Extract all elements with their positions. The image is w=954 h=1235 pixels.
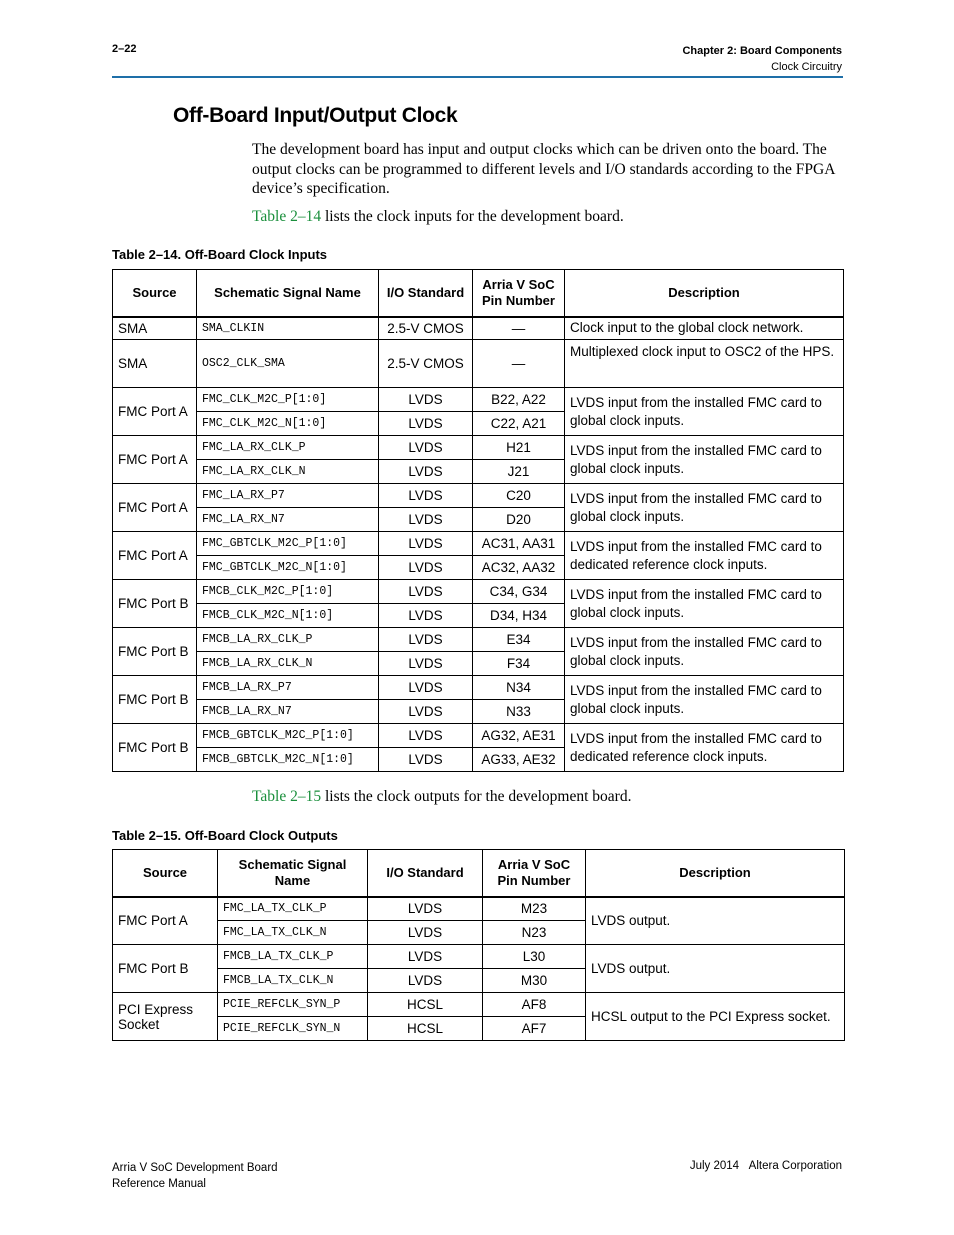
footer-left (112, 1160, 278, 1192)
footer-date: July 2014 (689, 1160, 740, 1172)
pin-number-cell: — (473, 340, 565, 388)
signal-name-cell: OSC2_CLK_SMA (197, 340, 379, 388)
description-cell: LVDS input from the installed FMC card to dedicated reference clock inputs. (565, 724, 844, 772)
pin-number-cell: N23 (483, 921, 586, 945)
io-standard-cell: LVDS (379, 436, 473, 460)
io-standard-cell: LVDS (379, 388, 473, 412)
io-standard-cell: LVDS (379, 628, 473, 652)
io-standard-cell: 2.5-V CMOS (379, 340, 473, 388)
pin-number-cell: E34 (473, 628, 565, 652)
signal-name-cell: FMCB_GBTCLK_M2C_N[1:0] (197, 748, 379, 772)
table-row (113, 317, 844, 340)
io-standard-cell: LVDS (379, 676, 473, 700)
signal-name-cell: FMCB_CLK_M2C_N[1:0] (197, 604, 379, 628)
signal-name-cell: FMCB_GBTCLK_M2C_P[1:0] (197, 724, 379, 748)
signal-name-cell: FMC_LA_TX_CLK_P (218, 897, 368, 921)
table-caption: Table 2–14. Off-Board Clock Inputs (112, 247, 328, 262)
table-row (113, 436, 844, 460)
io-standard-cell: LVDS (379, 532, 473, 556)
pin-number-cell: C20 (473, 484, 565, 508)
io-standard-cell: LVDS (379, 724, 473, 748)
io-standard-cell: LVDS (379, 460, 473, 484)
io-standard-cell: LVDS (379, 508, 473, 532)
description-cell: LVDS output. (586, 945, 845, 993)
signal-name-cell: FMC_GBTCLK_M2C_N[1:0] (197, 556, 379, 580)
chapter-title: Chapter 2: Board Components (682, 45, 842, 57)
description-cell: LVDS input from the installed FMC card to global clock inputs. (565, 628, 844, 676)
description-cell: Multiplexed clock input to OSC2 of the HPS. (565, 340, 844, 388)
signal-name-cell: FMCB_LA_RX_CLK_P (197, 628, 379, 652)
description-cell: LVDS input from the installed FMC card to global clock inputs. (565, 484, 844, 532)
io-standard-cell: LVDS (379, 556, 473, 580)
section-heading: Off-Board Input/Output Clock (173, 104, 458, 127)
pin-number-cell: AG33, AE32 (473, 748, 565, 772)
pin-number-cell: M23 (483, 897, 586, 921)
column-header: Source (113, 270, 197, 317)
io-standard-cell: LVDS (379, 604, 473, 628)
ref-text: lists the clock outputs for the development board. (321, 788, 632, 805)
header-rule (112, 76, 843, 78)
signal-name-cell: FMC_CLK_M2C_N[1:0] (197, 412, 379, 436)
source-cell: FMC Port A (113, 388, 197, 436)
pin-number-cell: AF8 (483, 993, 586, 1017)
io-standard-cell: LVDS (379, 652, 473, 676)
io-standard-cell: LVDS (379, 580, 473, 604)
table-header-row (113, 850, 845, 897)
pin-number-cell: L30 (483, 945, 586, 969)
io-standard-cell: LVDS (368, 921, 483, 945)
source-cell: FMC Port A (113, 484, 197, 532)
column-header: Arria V SoC Pin Number (473, 270, 565, 317)
clock-outputs-table (112, 849, 845, 1041)
source-cell: PCI Express Socket (113, 993, 218, 1041)
io-standard-cell: LVDS (379, 748, 473, 772)
signal-name-cell: SMA_CLKIN (197, 317, 379, 340)
column-header: Schematic Signal Name (218, 850, 368, 897)
table-header-row (113, 270, 844, 317)
signal-name-cell: PCIE_REFCLK_SYN_N (218, 1017, 368, 1041)
table-reference-2 (252, 788, 631, 806)
pin-number-cell: B22, A22 (473, 388, 565, 412)
pin-number-cell: AC32, AA32 (473, 556, 565, 580)
io-standard-cell: LVDS (368, 969, 483, 993)
clock-inputs-table (112, 269, 844, 772)
column-header: Schematic Signal Name (197, 270, 379, 317)
column-header: Description (586, 850, 845, 897)
table-row (113, 993, 845, 1017)
table-row (113, 897, 845, 921)
signal-name-cell: FMCB_LA_TX_CLK_P (218, 945, 368, 969)
table-row (113, 340, 844, 388)
signal-name-cell: FMCB_LA_TX_CLK_N (218, 969, 368, 993)
footer-right (690, 1160, 842, 1172)
description-cell: LVDS input from the installed FMC card to global clock inputs. (565, 580, 844, 628)
column-header: I/O Standard (379, 270, 473, 317)
pin-number-cell: C34, G34 (473, 580, 565, 604)
column-header: Description (565, 270, 844, 317)
description-cell: Clock input to the global clock network. (565, 317, 844, 340)
pin-number-cell: N34 (473, 676, 565, 700)
source-cell: SMA (113, 340, 197, 388)
page-number: 2–22 (112, 43, 137, 55)
section-title: Clock Circuitry (771, 61, 842, 73)
io-standard-cell: LVDS (368, 897, 483, 921)
source-cell: FMC Port B (113, 628, 197, 676)
running-header (682, 43, 842, 75)
signal-name-cell: PCIE_REFCLK_SYN_P (218, 993, 368, 1017)
table-row (113, 676, 844, 700)
pin-number-cell: AF7 (483, 1017, 586, 1041)
pin-number-cell: — (473, 317, 565, 340)
table-reference-1 (252, 208, 624, 226)
pin-number-cell: D20 (473, 508, 565, 532)
source-cell: FMC Port A (113, 436, 197, 484)
ref-text: lists the clock inputs for the development board. (321, 208, 624, 225)
description-cell: LVDS input from the installed FMC card to global clock inputs. (565, 388, 844, 436)
pin-number-cell: M30 (483, 969, 586, 993)
column-header: Source (113, 850, 218, 897)
intro-paragraph: The development board has input and output clocks which can be driven onto the board. The output clocks can be programmed to different levels and I/O standards according to the FPGA device’s specification. (252, 141, 835, 197)
pin-number-cell: J21 (473, 460, 565, 484)
table-row (113, 484, 844, 508)
signal-name-cell: FMC_GBTCLK_M2C_P[1:0] (197, 532, 379, 556)
description-cell: LVDS output. (586, 897, 845, 945)
io-standard-cell: HCSL (368, 993, 483, 1017)
io-standard-cell: LVDS (368, 945, 483, 969)
pin-number-cell: AG32, AE31 (473, 724, 565, 748)
description-cell: LVDS input from the installed FMC card to global clock inputs. (565, 676, 844, 724)
column-header: I/O Standard (368, 850, 483, 897)
source-cell: FMC Port B (113, 676, 197, 724)
signal-name-cell: FMCB_CLK_M2C_P[1:0] (197, 580, 379, 604)
description-cell: HCSL output to the PCI Express socket. (586, 993, 845, 1041)
signal-name-cell: FMC_CLK_M2C_P[1:0] (197, 388, 379, 412)
doc-subtitle: Reference Manual (112, 1178, 206, 1190)
signal-name-cell: FMC_LA_RX_P7 (197, 484, 379, 508)
signal-name-cell: FMCB_LA_RX_P7 (197, 676, 379, 700)
io-standard-cell: 2.5-V CMOS (379, 317, 473, 340)
signal-name-cell: FMC_LA_RX_N7 (197, 508, 379, 532)
table-row (113, 388, 844, 412)
pin-number-cell: C22, A21 (473, 412, 565, 436)
source-cell: SMA (113, 317, 197, 340)
pin-number-cell: H21 (473, 436, 565, 460)
pin-number-cell: N33 (473, 700, 565, 724)
pin-number-cell: D34, H34 (473, 604, 565, 628)
table-row (113, 580, 844, 604)
io-standard-cell: LVDS (379, 484, 473, 508)
table-caption: Table 2–15. Off-Board Clock Outputs (112, 828, 338, 843)
table-row (113, 945, 845, 969)
source-cell: FMC Port B (113, 580, 197, 628)
column-header: Arria V SoC Pin Number (483, 850, 586, 897)
description-cell: LVDS input from the installed FMC card to global clock inputs. (565, 436, 844, 484)
footer-company: Altera Corporation (748, 1160, 842, 1172)
signal-name-cell: FMC_LA_TX_CLK_N (218, 921, 368, 945)
table-row (113, 532, 844, 556)
table-row (113, 724, 844, 748)
signal-name-cell: FMCB_LA_RX_CLK_N (197, 652, 379, 676)
table-row (113, 628, 844, 652)
source-cell: FMC Port B (113, 724, 197, 772)
pin-number-cell: AC31, AA31 (473, 532, 565, 556)
table-2-14-link[interactable]: Table 2–14 (252, 208, 322, 225)
doc-title: Arria V SoC Development Board (112, 1162, 278, 1174)
source-cell: FMC Port B (113, 945, 218, 993)
source-cell: FMC Port A (113, 897, 218, 945)
signal-name-cell: FMC_LA_RX_CLK_N (197, 460, 379, 484)
source-cell: FMC Port A (113, 532, 197, 580)
io-standard-cell: LVDS (379, 412, 473, 436)
io-standard-cell: HCSL (368, 1017, 483, 1041)
io-standard-cell: LVDS (379, 700, 473, 724)
pin-number-cell: F34 (473, 652, 565, 676)
signal-name-cell: FMC_LA_RX_CLK_P (197, 436, 379, 460)
signal-name-cell: FMCB_LA_RX_N7 (197, 700, 379, 724)
table-2-15-link[interactable]: Table 2–15 (252, 788, 322, 805)
description-cell: LVDS input from the installed FMC card to dedicated reference clock inputs. (565, 532, 844, 580)
